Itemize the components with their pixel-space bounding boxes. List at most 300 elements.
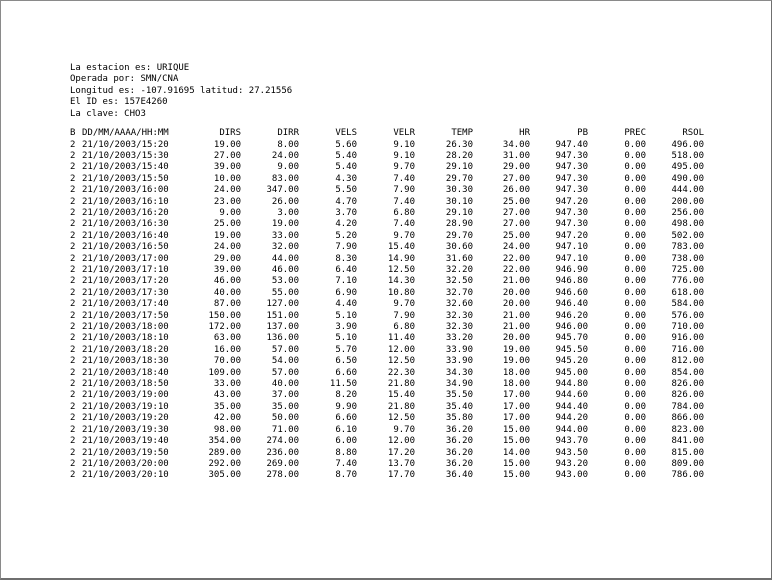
b-cell: 2 bbox=[70, 344, 76, 355]
dirr-cell: 136.00 bbox=[266, 333, 299, 344]
dirr-cell: 19.00 bbox=[271, 219, 299, 230]
rsol-cell: 256.00 bbox=[671, 207, 704, 218]
table-row bbox=[70, 276, 704, 287]
pb-cell: 945.50 bbox=[555, 344, 588, 355]
column-header: HR bbox=[519, 128, 530, 139]
dirr-cell: 53.00 bbox=[271, 276, 299, 287]
rsol-cell: 786.00 bbox=[671, 470, 704, 481]
dirr-cell: 26.00 bbox=[271, 196, 299, 207]
prec-cell: 0.00 bbox=[624, 230, 646, 241]
temp-cell: 35.80 bbox=[445, 413, 473, 424]
prec-cell: 0.00 bbox=[624, 196, 646, 207]
prec-cell: 0.00 bbox=[624, 253, 646, 264]
pb-cell: 944.40 bbox=[555, 401, 588, 412]
velr-cell: 9.10 bbox=[393, 139, 415, 150]
dirs-cell: 42.00 bbox=[213, 413, 241, 424]
datetime-cell: 21/10/2003/19:20 bbox=[82, 413, 169, 424]
prec-cell: 0.00 bbox=[624, 242, 646, 253]
table-row bbox=[70, 470, 704, 481]
temp-cell: 31.60 bbox=[445, 253, 473, 264]
vels-cell: 6.60 bbox=[335, 413, 357, 424]
b-cell: 2 bbox=[70, 139, 76, 150]
pb-cell: 947.40 bbox=[555, 139, 588, 150]
velr-cell: 12.00 bbox=[387, 344, 415, 355]
hr-cell: 27.00 bbox=[502, 219, 530, 230]
temp-cell: 36.20 bbox=[445, 458, 473, 469]
datetime-cell: 21/10/2003/17:50 bbox=[82, 310, 169, 321]
hr-cell: 20.00 bbox=[502, 299, 530, 310]
dirs-cell: 29.00 bbox=[213, 253, 241, 264]
datetime-cell: 21/10/2003/16:20 bbox=[82, 207, 169, 218]
datetime-cell: 21/10/2003/16:10 bbox=[82, 196, 169, 207]
b-cell: 2 bbox=[70, 379, 76, 390]
prec-cell: 0.00 bbox=[624, 219, 646, 230]
dirr-cell: 236.00 bbox=[266, 447, 299, 458]
dirs-cell: 305.00 bbox=[208, 470, 241, 481]
temp-cell: 33.90 bbox=[445, 356, 473, 367]
coordinates-line: Longitud es: -107.91695 latitud: 27.21556 bbox=[70, 85, 293, 96]
vels-cell: 4.30 bbox=[335, 173, 357, 184]
datetime-cell: 21/10/2003/19:10 bbox=[82, 401, 169, 412]
datetime-cell: 21/10/2003/18:50 bbox=[82, 379, 169, 390]
dirr-cell: 35.00 bbox=[271, 401, 299, 412]
table-row bbox=[70, 413, 704, 424]
rsol-cell: 502.00 bbox=[671, 230, 704, 241]
hr-cell: 18.00 bbox=[502, 367, 530, 378]
datetime-cell: 21/10/2003/15:40 bbox=[82, 162, 169, 173]
temp-cell: 32.20 bbox=[445, 265, 473, 276]
pb-cell: 945.70 bbox=[555, 333, 588, 344]
dirs-cell: 19.00 bbox=[213, 139, 241, 150]
datetime-cell: 21/10/2003/16:30 bbox=[82, 219, 169, 230]
prec-cell: 0.00 bbox=[624, 139, 646, 150]
dirs-cell: 98.00 bbox=[213, 424, 241, 435]
temp-cell: 36.40 bbox=[445, 470, 473, 481]
rsol-cell: 490.00 bbox=[671, 173, 704, 184]
table-row bbox=[70, 242, 704, 253]
temp-cell: 32.50 bbox=[445, 276, 473, 287]
pb-cell: 944.20 bbox=[555, 413, 588, 424]
hr-cell: 27.00 bbox=[502, 207, 530, 218]
pb-cell: 945.20 bbox=[555, 356, 588, 367]
pb-cell: 946.40 bbox=[555, 299, 588, 310]
column-header: PREC bbox=[624, 128, 646, 139]
table-row bbox=[70, 379, 704, 390]
b-cell: 2 bbox=[70, 447, 76, 458]
temp-cell: 32.60 bbox=[445, 299, 473, 310]
rsol-cell: 776.00 bbox=[671, 276, 704, 287]
velr-cell: 7.40 bbox=[393, 196, 415, 207]
rsol-cell: 854.00 bbox=[671, 367, 704, 378]
pb-cell: 947.10 bbox=[555, 242, 588, 253]
hr-cell: 19.00 bbox=[502, 344, 530, 355]
temp-cell: 36.20 bbox=[445, 424, 473, 435]
prec-cell: 0.00 bbox=[624, 436, 646, 447]
pb-cell: 943.00 bbox=[555, 470, 588, 481]
table-row bbox=[70, 185, 704, 196]
rsol-cell: 866.00 bbox=[671, 413, 704, 424]
datetime-cell: 21/10/2003/15:20 bbox=[82, 139, 169, 150]
velr-cell: 15.40 bbox=[387, 390, 415, 401]
table-row bbox=[70, 219, 704, 230]
datetime-cell: 21/10/2003/16:50 bbox=[82, 242, 169, 253]
prec-cell: 0.00 bbox=[624, 470, 646, 481]
prec-cell: 0.00 bbox=[624, 299, 646, 310]
b-cell: 2 bbox=[70, 287, 76, 298]
b-cell: 2 bbox=[70, 424, 76, 435]
hr-cell: 25.00 bbox=[502, 230, 530, 241]
rsol-cell: 738.00 bbox=[671, 253, 704, 264]
prec-cell: 0.00 bbox=[624, 424, 646, 435]
vels-cell: 6.60 bbox=[335, 367, 357, 378]
hr-cell: 21.00 bbox=[502, 310, 530, 321]
dirs-cell: 24.00 bbox=[213, 185, 241, 196]
datetime-cell: 21/10/2003/19:30 bbox=[82, 424, 169, 435]
hr-cell: 17.00 bbox=[502, 390, 530, 401]
dirs-cell: 10.00 bbox=[213, 173, 241, 184]
table-header-row bbox=[70, 128, 704, 139]
datetime-cell: 21/10/2003/18:00 bbox=[82, 322, 169, 333]
vels-cell: 7.90 bbox=[335, 242, 357, 253]
table-row bbox=[70, 231, 704, 242]
dirs-cell: 63.00 bbox=[213, 333, 241, 344]
velr-cell: 21.80 bbox=[387, 401, 415, 412]
b-cell: 2 bbox=[70, 276, 76, 287]
velr-cell: 9.70 bbox=[393, 162, 415, 173]
hr-cell: 14.00 bbox=[502, 447, 530, 458]
prec-cell: 0.00 bbox=[624, 162, 646, 173]
dirs-cell: 27.00 bbox=[213, 150, 241, 161]
dirr-cell: 57.00 bbox=[271, 367, 299, 378]
rsol-cell: 444.00 bbox=[671, 185, 704, 196]
rsol-cell: 823.00 bbox=[671, 424, 704, 435]
b-cell: 2 bbox=[70, 253, 76, 264]
column-header: RSOL bbox=[682, 128, 704, 139]
rsol-cell: 518.00 bbox=[671, 150, 704, 161]
temp-cell: 29.70 bbox=[445, 173, 473, 184]
velr-cell: 12.50 bbox=[387, 356, 415, 367]
pb-cell: 946.90 bbox=[555, 265, 588, 276]
b-cell: 2 bbox=[70, 458, 76, 469]
velr-cell: 12.00 bbox=[387, 436, 415, 447]
pb-cell: 946.60 bbox=[555, 287, 588, 298]
vels-cell: 11.50 bbox=[329, 379, 357, 390]
dirs-cell: 87.00 bbox=[213, 299, 241, 310]
temp-cell: 32.70 bbox=[445, 287, 473, 298]
table-row bbox=[70, 197, 704, 208]
observations-table bbox=[70, 128, 704, 482]
rsol-cell: 200.00 bbox=[671, 196, 704, 207]
column-header: TEMP bbox=[451, 128, 473, 139]
dirs-cell: 354.00 bbox=[208, 436, 241, 447]
dirs-cell: 25.00 bbox=[213, 219, 241, 230]
dirr-cell: 50.00 bbox=[271, 413, 299, 424]
datetime-cell: 21/10/2003/19:50 bbox=[82, 447, 169, 458]
station-report bbox=[70, 63, 704, 482]
temp-cell: 33.90 bbox=[445, 344, 473, 355]
dirr-cell: 57.00 bbox=[271, 344, 299, 355]
b-cell: 2 bbox=[70, 310, 76, 321]
rsol-cell: 576.00 bbox=[671, 310, 704, 321]
prec-cell: 0.00 bbox=[624, 185, 646, 196]
pb-cell: 943.20 bbox=[555, 458, 588, 469]
prec-cell: 0.00 bbox=[624, 356, 646, 367]
datetime-cell: 21/10/2003/20:00 bbox=[82, 458, 169, 469]
prec-cell: 0.00 bbox=[624, 322, 646, 333]
b-cell: 2 bbox=[70, 413, 76, 424]
rsol-cell: 495.00 bbox=[671, 162, 704, 173]
vels-cell: 6.50 bbox=[335, 356, 357, 367]
vels-cell: 8.70 bbox=[335, 470, 357, 481]
velr-cell: 6.80 bbox=[393, 207, 415, 218]
temp-cell: 29.10 bbox=[445, 207, 473, 218]
hr-cell: 22.00 bbox=[502, 265, 530, 276]
datetime-cell: 21/10/2003/19:00 bbox=[82, 390, 169, 401]
velr-cell: 9.10 bbox=[393, 150, 415, 161]
dirr-cell: 44.00 bbox=[271, 253, 299, 264]
datetime-cell: 21/10/2003/15:50 bbox=[82, 173, 169, 184]
dirr-cell: 40.00 bbox=[271, 379, 299, 390]
hr-cell: 22.00 bbox=[502, 253, 530, 264]
temp-cell: 36.20 bbox=[445, 436, 473, 447]
rsol-cell: 716.00 bbox=[671, 344, 704, 355]
dirs-cell: 16.00 bbox=[213, 344, 241, 355]
datetime-cell: 21/10/2003/17:00 bbox=[82, 253, 169, 264]
datetime-cell: 21/10/2003/18:10 bbox=[82, 333, 169, 344]
hr-cell: 20.00 bbox=[502, 287, 530, 298]
datetime-cell: 21/10/2003/17:30 bbox=[82, 287, 169, 298]
prec-cell: 0.00 bbox=[624, 413, 646, 424]
dirr-cell: 274.00 bbox=[266, 436, 299, 447]
hr-cell: 21.00 bbox=[502, 322, 530, 333]
prec-cell: 0.00 bbox=[624, 310, 646, 321]
column-header: DIRR bbox=[277, 128, 299, 139]
dirr-cell: 151.00 bbox=[266, 310, 299, 321]
vels-cell: 5.70 bbox=[335, 344, 357, 355]
vels-cell: 6.10 bbox=[335, 424, 357, 435]
hr-cell: 15.00 bbox=[502, 458, 530, 469]
b-cell: 2 bbox=[70, 401, 76, 412]
dirr-cell: 24.00 bbox=[271, 150, 299, 161]
dirr-cell: 137.00 bbox=[266, 322, 299, 333]
temp-cell: 35.40 bbox=[445, 401, 473, 412]
prec-cell: 0.00 bbox=[624, 447, 646, 458]
b-cell: 2 bbox=[70, 265, 76, 276]
temp-cell: 34.30 bbox=[445, 367, 473, 378]
b-cell: 2 bbox=[70, 356, 76, 367]
vels-cell: 4.70 bbox=[335, 196, 357, 207]
datetime-cell: 21/10/2003/20:10 bbox=[82, 470, 169, 481]
velr-cell: 11.40 bbox=[387, 333, 415, 344]
dirr-cell: 32.00 bbox=[271, 242, 299, 253]
hr-cell: 27.00 bbox=[502, 173, 530, 184]
dirr-cell: 46.00 bbox=[271, 265, 299, 276]
rsol-cell: 725.00 bbox=[671, 265, 704, 276]
hr-cell: 15.00 bbox=[502, 424, 530, 435]
pb-cell: 943.70 bbox=[555, 436, 588, 447]
prec-cell: 0.00 bbox=[624, 207, 646, 218]
velr-cell: 7.90 bbox=[393, 185, 415, 196]
table-row bbox=[70, 288, 704, 299]
temp-cell: 28.20 bbox=[445, 150, 473, 161]
velr-cell: 14.30 bbox=[387, 276, 415, 287]
dirs-cell: 39.00 bbox=[213, 265, 241, 276]
velr-cell: 10.80 bbox=[387, 287, 415, 298]
table-row bbox=[70, 390, 704, 401]
column-header: PB bbox=[577, 128, 588, 139]
pb-cell: 947.30 bbox=[555, 173, 588, 184]
hr-cell: 21.00 bbox=[502, 276, 530, 287]
velr-cell: 9.70 bbox=[393, 424, 415, 435]
pb-cell: 947.20 bbox=[555, 230, 588, 241]
table-row bbox=[70, 425, 704, 436]
temp-cell: 29.10 bbox=[445, 162, 473, 173]
rsol-cell: 584.00 bbox=[671, 299, 704, 310]
temp-cell: 35.50 bbox=[445, 390, 473, 401]
table-row bbox=[70, 448, 704, 459]
datetime-cell: 21/10/2003/18:40 bbox=[82, 367, 169, 378]
b-cell: 2 bbox=[70, 230, 76, 241]
prec-cell: 0.00 bbox=[624, 367, 646, 378]
hr-cell: 15.00 bbox=[502, 436, 530, 447]
pb-cell: 947.30 bbox=[555, 162, 588, 173]
table-row bbox=[70, 140, 704, 151]
station-name-line: La estacion es: URIQUE bbox=[70, 63, 190, 73]
table-row bbox=[70, 265, 704, 276]
b-cell: 2 bbox=[70, 470, 76, 481]
velr-cell: 14.90 bbox=[387, 253, 415, 264]
pb-cell: 943.50 bbox=[555, 447, 588, 458]
dirs-cell: 172.00 bbox=[208, 322, 241, 333]
table-row bbox=[70, 151, 704, 162]
vels-cell: 3.70 bbox=[335, 207, 357, 218]
rsol-cell: 496.00 bbox=[671, 139, 704, 150]
table-row bbox=[70, 254, 704, 265]
prec-cell: 0.00 bbox=[624, 458, 646, 469]
rsol-cell: 784.00 bbox=[671, 401, 704, 412]
velr-cell: 7.40 bbox=[393, 173, 415, 184]
b-cell: 2 bbox=[70, 390, 76, 401]
rsol-cell: 815.00 bbox=[671, 447, 704, 458]
column-header: VELR bbox=[393, 128, 415, 139]
b-cell: 2 bbox=[70, 219, 76, 230]
table-row bbox=[70, 345, 704, 356]
prec-cell: 0.00 bbox=[624, 150, 646, 161]
column-header: DIRS bbox=[219, 128, 241, 139]
velr-cell: 7.40 bbox=[393, 219, 415, 230]
datetime-cell: 21/10/2003/16:00 bbox=[82, 185, 169, 196]
velr-cell: 9.70 bbox=[393, 230, 415, 241]
dirs-cell: 70.00 bbox=[213, 356, 241, 367]
dirs-cell: 33.00 bbox=[213, 379, 241, 390]
b-cell: 2 bbox=[70, 185, 76, 196]
table-row bbox=[70, 402, 704, 413]
temp-cell: 36.20 bbox=[445, 447, 473, 458]
prec-cell: 0.00 bbox=[624, 276, 646, 287]
operator-line: Operada por: SMN/CNA bbox=[70, 74, 179, 85]
table-body bbox=[70, 140, 704, 482]
velr-cell: 21.80 bbox=[387, 379, 415, 390]
b-cell: 2 bbox=[70, 196, 76, 207]
prec-cell: 0.00 bbox=[624, 173, 646, 184]
table-row bbox=[70, 436, 704, 447]
dirr-cell: 347.00 bbox=[266, 185, 299, 196]
datetime-cell: 21/10/2003/16:40 bbox=[82, 230, 169, 241]
hr-cell: 24.00 bbox=[502, 242, 530, 253]
column-header: VELS bbox=[335, 128, 357, 139]
dirr-cell: 127.00 bbox=[266, 299, 299, 310]
rsol-cell: 826.00 bbox=[671, 390, 704, 401]
velr-cell: 7.90 bbox=[393, 310, 415, 321]
vels-cell: 8.30 bbox=[335, 253, 357, 264]
hr-cell: 26.00 bbox=[502, 185, 530, 196]
b-cell: 2 bbox=[70, 436, 76, 447]
column-header: B bbox=[70, 128, 76, 139]
prec-cell: 0.00 bbox=[624, 401, 646, 412]
velr-cell: 15.40 bbox=[387, 242, 415, 253]
vels-cell: 5.20 bbox=[335, 230, 357, 241]
velr-cell: 6.80 bbox=[393, 322, 415, 333]
dirs-cell: 46.00 bbox=[213, 276, 241, 287]
velr-cell: 12.50 bbox=[387, 265, 415, 276]
b-cell: 2 bbox=[70, 322, 76, 333]
table-row bbox=[70, 356, 704, 367]
prec-cell: 0.00 bbox=[624, 265, 646, 276]
prec-cell: 0.00 bbox=[624, 379, 646, 390]
velr-cell: 13.70 bbox=[387, 458, 415, 469]
pb-cell: 947.30 bbox=[555, 185, 588, 196]
dirs-cell: 43.00 bbox=[213, 390, 241, 401]
vels-cell: 6.40 bbox=[335, 265, 357, 276]
dirs-cell: 289.00 bbox=[208, 447, 241, 458]
temp-cell: 32.30 bbox=[445, 322, 473, 333]
prec-cell: 0.00 bbox=[624, 344, 646, 355]
pb-cell: 946.00 bbox=[555, 322, 588, 333]
velr-cell: 9.70 bbox=[393, 299, 415, 310]
dirr-cell: 278.00 bbox=[266, 470, 299, 481]
vels-cell: 4.20 bbox=[335, 219, 357, 230]
prec-cell: 0.00 bbox=[624, 333, 646, 344]
pb-cell: 944.60 bbox=[555, 390, 588, 401]
vels-cell: 5.50 bbox=[335, 185, 357, 196]
pb-cell: 947.30 bbox=[555, 219, 588, 230]
prec-cell: 0.00 bbox=[624, 390, 646, 401]
rsol-cell: 783.00 bbox=[671, 242, 704, 253]
dirr-cell: 8.00 bbox=[277, 139, 299, 150]
table-row bbox=[70, 162, 704, 173]
datetime-cell: 21/10/2003/17:40 bbox=[82, 299, 169, 310]
hr-cell: 34.00 bbox=[502, 139, 530, 150]
rsol-cell: 618.00 bbox=[671, 287, 704, 298]
datetime-cell: 21/10/2003/15:30 bbox=[82, 150, 169, 161]
dirs-cell: 292.00 bbox=[208, 458, 241, 469]
datetime-cell: 21/10/2003/18:30 bbox=[82, 356, 169, 367]
vels-cell: 5.40 bbox=[335, 162, 357, 173]
table-row bbox=[70, 208, 704, 219]
b-cell: 2 bbox=[70, 207, 76, 218]
pb-cell: 946.20 bbox=[555, 310, 588, 321]
pb-cell: 945.00 bbox=[555, 367, 588, 378]
velr-cell: 22.30 bbox=[387, 367, 415, 378]
table-row bbox=[70, 299, 704, 310]
datetime-cell: 21/10/2003/19:40 bbox=[82, 436, 169, 447]
datetime-cell: 21/10/2003/17:20 bbox=[82, 276, 169, 287]
datetime-cell: 21/10/2003/17:10 bbox=[82, 265, 169, 276]
hr-cell: 18.00 bbox=[502, 379, 530, 390]
station-key-line: La clave: CHO3 bbox=[70, 108, 146, 119]
vels-cell: 5.10 bbox=[335, 310, 357, 321]
rsol-cell: 809.00 bbox=[671, 458, 704, 469]
